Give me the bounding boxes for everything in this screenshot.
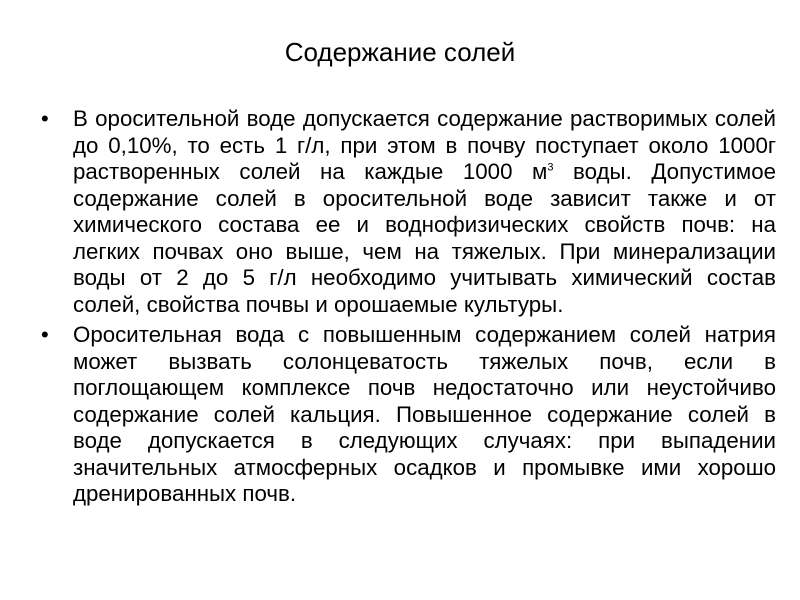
bullet-item-1 [40,106,776,318]
bullet-marker: • [41,322,49,347]
bullet-text-1-part-1: В оросительной воде допускается содержание растворимых солей до 0,10%, то есть 1 г/л, при этом в почву поступает около 1000г растворенных солей на каждые 1000 м [73,106,776,184]
bullet-text-2: Оросительная вода с повышенным содержанием солей натрия может вызвать солонцеватость тяжелых почв, если в поглощающем комплексе почв недостаточно или неустойчиво содержание солей кальция. Повышенное содержание солей в воде допускается в следующих случаях: при выпадении значительных атмосферных осадков и промывке ими хорошо дренированных почв. [73,322,776,506]
bullet-text-1-part-2: воды. Допустимое содержание солей в оросительной воде зависит также и от химического состава ее и воднофизических свойств почв: на легких почвах оно выше, чем на тяжелых. При минерализации воды от 2 до 5 г/л необходимо учитывать химический состав солей, свойства почвы и орошаемые культуры. [73,159,776,317]
bullet-marker: • [41,106,49,131]
bullet-list [40,106,776,512]
cubic-superscript: 3 [547,161,554,174]
bullet-item-2 [40,322,776,508]
bullet-text-1 [73,106,776,318]
slide-title: Содержание солей [284,37,516,67]
